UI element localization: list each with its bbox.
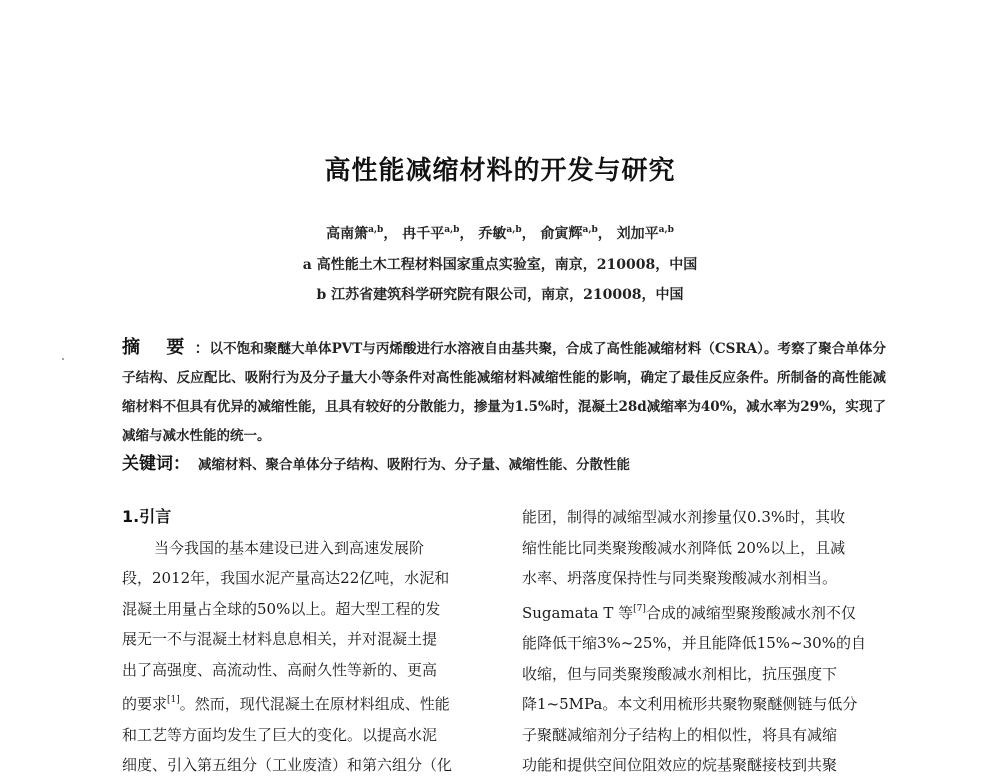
body-line: 子聚醚减缩剂分子结构上的相似性，将具有减缩 [522,725,838,744]
author: 刘加平$^{a,b}$ [616,225,674,242]
keywords [122,449,886,474]
body-line: 收缩，但与同类聚羧酸减水剂相比，抗压强度下 [522,664,838,683]
author: 冉千平$^{a,b}$， [402,225,474,242]
author: 乔敏$^{a,b}$， [478,225,536,242]
body-line: 功能和提供空间位阻效应的烷基聚醚接枝到共聚 [522,756,838,774]
citation-ref: [7] [633,603,646,614]
body-line: Sugamata T 等[7]合成的减缩型聚羧酸减水剂不仅 [522,603,856,622]
abstract [122,333,886,451]
left-column [122,502,487,781]
abstract-colon: ： [194,339,210,357]
keywords-label: 关键词： [122,454,190,474]
body-line: 展无一不与混凝土材料息息相关，并对混凝土提 [122,630,438,648]
author-list [0,223,1000,243]
body-line: 能团，制得的减缩型减水剂掺量仅0.3%时，其收 [522,508,846,526]
body-line: 出了高强度、高流动性、高耐久性等新的、更高 [122,660,438,679]
body-line: 当今我国的基本建设已进入到高速发展阶 [154,538,425,557]
body-line: 降1~5MPa。本文利用梳形共聚物聚醚侧链与低分 [522,695,858,713]
author: 高南箫$^{a,b}$， [326,225,398,242]
paper-title: 高性能减缩材料的开发与研究 [324,156,676,186]
citation-ref: [1] [167,695,180,705]
body-line: 细度、引入第五组分（工业废渣）和第六组分（化 [122,756,453,774]
section-heading: 1.引言 [122,507,172,526]
body-line: 混凝土用量占全球的50%以上。超大型工程的发 [122,599,441,618]
body-line: 能降低干缩3%~25%，并且能降低15%~30%的自 [522,634,866,652]
abstract-label: 摘 要 [122,337,195,358]
affiliation-a: a 高性能土木工程材料国家重点实验室，南京，210008，中国 [302,257,698,273]
body-line: 段，2012年，我国水泥产量高达22亿吨，水泥和 [122,569,450,587]
abstract-text: 以不饱和聚醚大单体PVT与丙烯酸进行水溶液自由基共聚，合成了高性能减缩材料（CSRA）。考察了聚合单体分子结构、反应配比、吸附行为及分子量大小等条件对高性能减缩材料减缩性能的影响，确定了最佳反应条件。所制备的高性能减缩材料不但具有优异的减缩性能，且具有较好的分散能力，掺量为1.5%时，混凝土28d减缩率为40%，减水率为29%，实现了减缩与减水性能的统一。 [122,341,886,444]
author: 俞寅辉$^{a,b}$， [540,225,612,242]
body-line: 缩性能比同类聚羧酸减水剂降低 20%以上，且减 [522,538,846,557]
body-line: 水率、坍落度保持性与同类聚羧酸减水剂相当。 [522,569,838,587]
keywords-text: 减缩材料、聚合单体分子结构、吸附行为、分子量、减缩性能、分散性能 [198,457,630,473]
body-line: 的要求[1]。然而，现代混凝土在原材料组成、性能 [122,695,450,713]
scan-speck [62,358,64,360]
right-column [522,502,887,781]
affiliation-b: b 江苏省建筑科学研究院有限公司，南京，210008，中国 [316,287,684,303]
body-line: 和工艺等方面均发生了巨大的变化。以提高水泥 [122,725,438,744]
